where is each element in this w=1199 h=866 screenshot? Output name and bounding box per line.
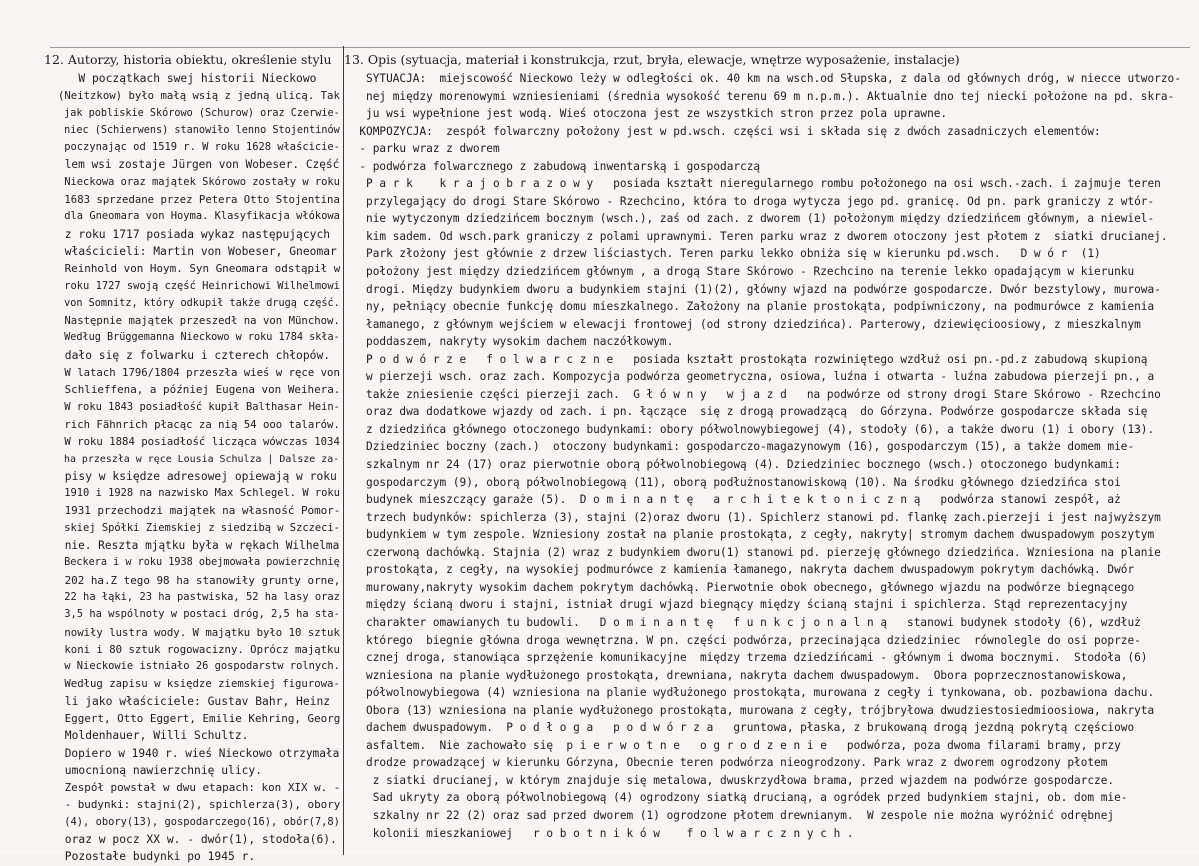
history-heading: 12. Autorzy, historia obiektu, określenie stylu <box>44 52 332 67</box>
history-line: - budynki: stajni(2), spichlerza(3), obory <box>58 798 340 812</box>
history-line: 22 ha łąki, 23 ha pastwiska, 52 ha lasy oraz <box>58 590 340 603</box>
history-line: Według Brüggemanna Nieckowo w roku 1784 skła- <box>58 332 340 344</box>
history-line: Według zapisu w księdze ziemskiej figurowa- <box>58 677 340 691</box>
history-line: lem wsi zostaje Jürgen von Wobeser. Część <box>58 158 340 172</box>
history-line: 1931 przechodzi majątek na własność Pomor- <box>58 504 340 518</box>
description-line: drogi. Między budynkiem dworu a budynkiem stajni (1)(2), główny wjazd na podwórze gospodarcze. Dwór bezstylowy, murowa- <box>346 282 1161 296</box>
description-line: półwolnowybiegowa (4) wzniesiona na planie wydłużonego prostokąta, murowana z cegły i tynkowana, ob. pozbawiona dachu. <box>346 686 1155 700</box>
history-column <box>44 52 340 866</box>
description-line: Park złożony jest głównie z drzew liściastych. Teren parku lekko obniża się w kierunku pd.wsch. D w ó r (1) <box>346 247 1101 261</box>
history-line: oraz w pocz XX w. - dwór(1), stodoła(6). <box>58 833 337 847</box>
history-line: Moldenhauer, Willi Schultz. <box>58 729 249 743</box>
description-line: przylegający do drogi Stare Skórowo - Rzechcino, która to droga wytycza jego pd. granicę. Od pn. park graniczy z wtór- <box>346 194 1155 208</box>
description-line: szkalny nr 22 (2) oraz sad przed dworem (1) ogrodzone płotem drewnianym. W zespole nie można wyróżnić odrębnej <box>346 808 1115 822</box>
history-line: jak pobliskie Skórowo (Schurow) oraz Czerwie- <box>58 107 340 119</box>
history-line: nie. Reszta mjątku była w rękach Wilhelma <box>58 539 340 553</box>
description-text <box>346 70 1191 842</box>
history-line: pisy w księdze adresowej opiewają w roku <box>58 469 337 483</box>
history-line: W roku 1843 posiadłość kupił Balthasar Hein- <box>58 400 340 413</box>
description-line: czerwoną dachówką. Stajnia (2) wraz z budynkiem dworu(1) stanowi pd. pierzeję głównego dziedzińca. Wzniesiona na planie <box>346 545 1161 559</box>
history-line: W początkach swej historii Nieckowo <box>58 72 317 85</box>
description-line: murowany,nakryty wysokim dachem pokrytym dachówką. Pierwotnie obok obecnego, głównego wjazdu na podwórze biegnącego <box>346 580 1135 594</box>
history-text <box>58 70 338 866</box>
history-line: umocnioną nawierzchnię ulicy. <box>58 763 263 777</box>
history-line: dało się z folwarku i czterech chłopów. <box>58 348 331 362</box>
history-line: Beckera i w roku 1938 obejmowała powierzchnię <box>58 557 340 569</box>
description-line: w pierzeji wsch. oraz zach. Kompozycja podwórza geometryczna, osiowa, luźna i otwarta - luźna zabudowa pierzeji pn., a <box>346 370 1155 384</box>
history-line: właścicieli: Martin von Wobeser, Gneomar <box>58 244 337 258</box>
description-line: gospodarczym (9), oborą półwolnobiegową (11), oborą podłużnostanowiskową (10). Na środku głównego dziedzińca stoi <box>346 475 1121 489</box>
history-line: nowiły lustra wody. W majątku było 10 sztuk <box>58 625 340 639</box>
history-line: 1910 i 1928 na nazwisko Max Schlegel. W roku <box>58 487 340 500</box>
description-line: między ścianą dworu i stajni, istniał drugi wjazd biegnący między ścianą stajni i spichlerza. Stąd reprezentacyjny <box>346 598 1128 612</box>
history-line: Schlieffena, a później Eugena von Weihera. <box>58 383 340 397</box>
description-line: kolonii mieszkaniowej r o b o t n i k ó w f o l w a r c z n y c h . <box>346 826 854 840</box>
description-line: szkalnym nr 24 (17) oraz pierwotnie oborą półwolnobiegową (4). Dziedziniec bocznego (wsch.) otoczonego budynkami: <box>346 458 1121 472</box>
history-line: 1683 sprzedane przez Petera Otto Stojentina <box>58 193 340 207</box>
history-line: z roku 1717 posiada wykaz następujących <box>58 227 331 241</box>
history-line: 3,5 ha wspólnoty w postaci dróg, 2,5 ha sta- <box>58 608 340 621</box>
description-line: - parku wraz z dworem <box>346 142 500 156</box>
description-line: P o d w ó r z e f o l w a r c z n e posiada kształt prostokąta rozwiniętego wzdłuż osi pn.-pd.z zabudową skupioną <box>346 352 1148 366</box>
history-line: (4), obory(13), gospodarczego(16), obór(7,8) <box>58 815 340 828</box>
description-line: łamanego, z głównym wejściem w elewacji frontowej (od strony dziedzińca). Parterowy, dziewięcioosiowy, z mieszkalnym <box>346 317 1141 331</box>
history-line: Dopiero w 1940 r. wieś Nieckowo otrzymała <box>58 746 340 760</box>
history-line: roku 1727 swoją część Heinrichowi Wilhelmowi <box>58 279 340 292</box>
description-line: dachem dwuspadowym. P o d ł o g a p o d w ó r z a gruntowa, płaska, z brukowaną drogą jezdną pokrytą częściowo <box>346 721 1135 735</box>
history-line: koni i 80 sztuk rogowacizny. Oprócz majątku <box>58 642 340 656</box>
column-divider <box>343 46 344 855</box>
description-line: KOMPOZYCJA: zespół folwarczny położony jest w pd.wsch. części wsi i składa się z dwóch zasadniczych elementów: <box>346 124 1101 138</box>
history-line: W latach 1796/1804 przeszła wieś w ręce von <box>58 366 340 380</box>
description-line: prostokąta, z cegły, na wysokiej podmurówce z kamienia łamanego, nakryta dachem dwuspadowym pokrytym dachówką. Dwór <box>346 563 1135 577</box>
history-line: Zespół powstał w dwu etapach: kon XIX w. - <box>58 781 340 795</box>
description-line: trzech budynków: spichlerza (3), stajni (2)oraz dworu (1). Spichlerz stanowi pd. flankę zach.pierzeji i jest najwyższym <box>346 510 1161 524</box>
description-heading: 13. Opis (sytuacja, materiał i konstrukcja, rzut, bryła, elewacje, wnętrze wyposażenie, instalacje) <box>344 52 960 67</box>
history-line: poczynając od 1519 r. W roku 1628 właścicie- <box>58 141 340 154</box>
description-line: cznej droga, stanowiąca sprzężenie komunikacyjne między trzema dziedzińcami - głównym i dwoma bocznymi. Stodoła (6) <box>346 651 1148 665</box>
description-line: Sad ukryty za oborą półwolnobiegową (4) ogrodzony siatką drucianą, a ogródek przed budynkiem stajni, ob. dom mie- <box>346 791 1128 805</box>
history-line: Następnie majątek przeszedł na von Münchow. <box>58 314 340 328</box>
description-line: położony jest między dziedzińcem głównym , a drogą Stare Skórowo - Rzechcino na terenie lekko opadającym w kierunku <box>346 265 1135 279</box>
description-line: Dziedziniec boczny (zach.) otoczony budynkami: gospodarczo-magazynowym (16), gospodarczym (15), a także domem mie- <box>346 440 1135 454</box>
history-line: niec (Schierwens) stanowiło lenno Stojentinów <box>58 124 340 136</box>
description-line: kim sadem. Od wsch.park graniczy z polami uprawnymi. Teren parku wraz z dworem otoczony jest płotem z siatki drucianej. <box>346 229 1168 243</box>
description-line: z dziedzińca głównego otoczonego budynkami: obory półwolnowybiegowej (4), stodoły (6), a także dworu (1) i obory (13). <box>346 422 1155 436</box>
history-line: li jako właściciele: Gustav Bahr, Heinz <box>58 694 331 708</box>
history-line: ha przeszła w ręce Lousia Schulza | Dalsze za- <box>58 453 340 465</box>
description-line: oraz dwa dodatkowe wjazdy od zach. i pn. łączące się z drogą prowadzącą do Górzyna. Podwórze gospodarcze składa się <box>346 405 1148 419</box>
history-line: 202 ha.Z tego 98 ha stanowiły grunty orne, <box>58 573 340 587</box>
description-line: budynek mieszczący garaże (5). D o m i n a n t ę a r c h i t e k t o n i c z n ą podwórza stanowi zespół, aż <box>346 493 1121 507</box>
history-line: Eggert, Otto Eggert, Emilie Kehring, Georg <box>58 711 340 725</box>
description-line: wzniesiona na planie wydłużonego prostokąta, drewniana, nakryta dachem dwuspadowym. Obora poprzecznostanowiskowa, <box>346 668 1128 682</box>
description-line: SYTUACJA: miejscowość Nieckowo leży w odległości ok. 40 km na wsch.od Słupska, z dala od głównych dróg, w niecce utworzo- <box>346 72 1181 85</box>
description-column <box>346 52 1191 842</box>
description-line: ny, pełniący obecnie funkcję domu mieszkalnego. Założony na planie prostokąta, podpiwniczony, na podmurówce z kamienia <box>346 300 1155 314</box>
description-line: budynkiem w tym zespole. Wzniesiony został na planie prostokąta, z cegły, nakryty| stromym dachem dwuspadowym poszytym <box>346 528 1155 542</box>
history-line: Reinhold von Hoym. Syn Gneomara odstąpił w <box>58 262 340 276</box>
description-line: ju wsi wypełnione jest wodą. Wieś otoczona jest ze wszystkich stron przez pola uprawne. <box>346 107 948 121</box>
description-line: z siatki drucianej, w którym znajduje się metalowa, dwuskrzydłowa brama, przed wjazdem na podwórze gospodarcze. <box>346 773 1115 787</box>
description-line: Obora (13) wzniesiona na planie wydłużonego prostokąta, murowana z cegły, trójbryłowa dwudziestosiedmioosiowa, nakryta <box>346 703 1155 717</box>
history-line: Nieckowa oraz majątek Skórowo zostały w roku <box>58 175 340 188</box>
history-line: skiej Spółki Ziemskiej z siedzibą w Szczeci- <box>58 521 340 534</box>
description-line: także zniesienie części pierzeji zach. G ł ó w n y w j a z d na podwórze od strony drogi Stare Skórowo - Rzechcino <box>346 387 1161 401</box>
history-line: (Neitzkow) było małą wsią z jedną ulicą. Tak <box>58 89 340 103</box>
description-line: - podwórza folwarcznego z zabudową inwentarską i gospodarczą <box>346 159 761 173</box>
header-rule <box>50 47 1190 48</box>
description-line: którego biegnie główna droga wewnętrzna. W pn. części podwórza, przecinająca dziedziniec równolegle do osi poprze- <box>346 633 1141 647</box>
description-line: P a r k k r a j o b r a z o w y posiada kształt nieregularnego rombu położonego na osi wsch.-zach. i zajmuje teren <box>346 177 1161 191</box>
description-line: drodze prowadzącej w kierunku Górzyna, Obecnie teren podwórza nieogrodzony. Park wraz z dworem ogrodzony płotem <box>346 756 1108 770</box>
description-line: nej między morenowymi wzniesieniami (średnia wysokość terenu 69 m n.p.m.). Aktualnie dno tej niecki położone na pd. skra- <box>346 89 1175 103</box>
description-line: asfaltem. Nie zachowało się p i e r w o t n e o g r o d z e n i e podwórza, poza dwoma filarami bramy, przy <box>346 738 1121 752</box>
history-line: rich Fähnrich płacąc za nią 54 ooo talarów. <box>58 417 340 431</box>
history-line: w Nieckowie istniało 26 gospodarstw rolnych. <box>58 660 340 673</box>
description-line: charakter omawianych tu budowli. D o m i n a n t ę f u n k c j o n a l n ą stanowi budynek stodoły (6), wzdłuż <box>346 615 1141 629</box>
history-line: W roku 1884 posiadłość licząca wówczas 1034 <box>58 435 340 449</box>
description-line: nie wytyczonym dziedzińcem bocznym (wsch.), zaś od zach. z dworem (1) położonym między dziedzińcem głównym, a niewiel- <box>346 212 1155 226</box>
history-line: von Somnitz, który odkupił także drugą część. <box>58 297 340 309</box>
description-line: poddaszem, nakryty wysokim dachem naczółkowym. <box>346 335 674 349</box>
history-line: dla Gneomara von Hoyma. Klasyfikacja włókowa <box>58 210 340 223</box>
history-line: Pozostałe budynki po 1945 r. <box>58 850 256 864</box>
